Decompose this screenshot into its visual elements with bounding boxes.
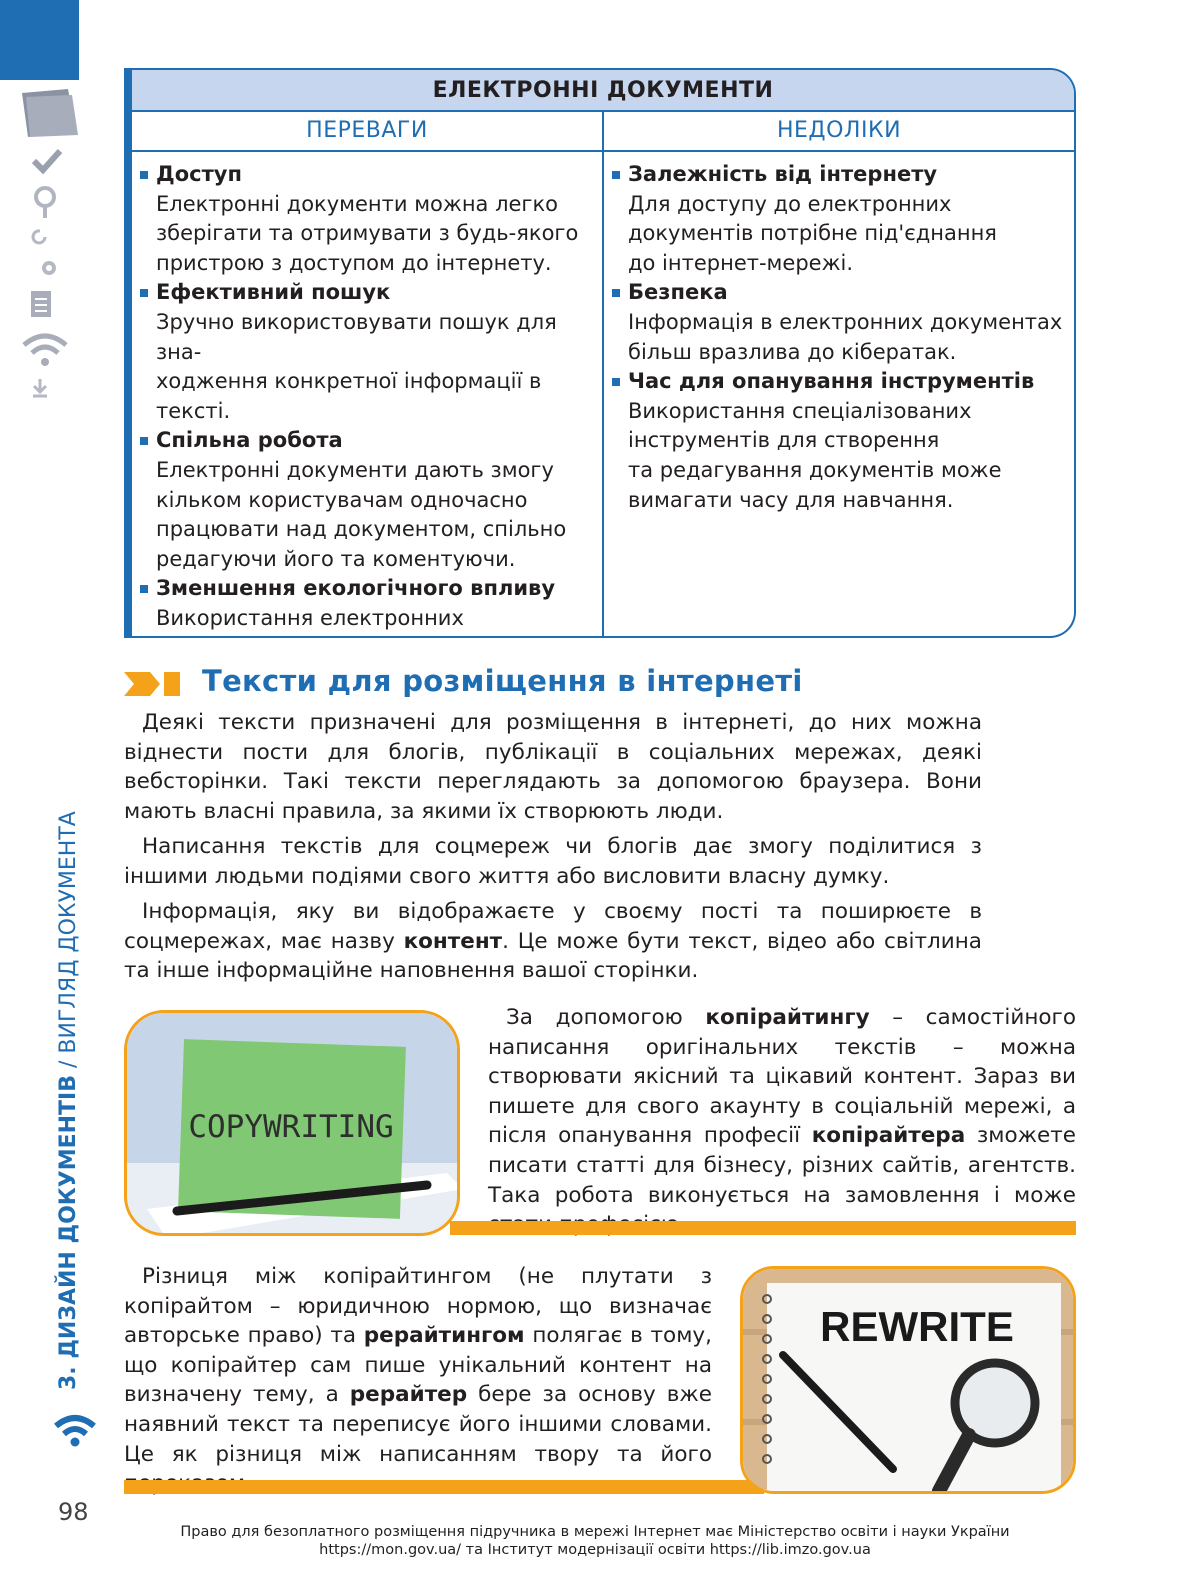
paragraph: Деякі тексти призначені для розміщення в інтернеті, до них можна віднести пости для блогів, публікації в соціальних мережах, деякі вебсторінки. Такі тексти переглядають за допомогою браузера. Вони мають власні правила, за якими їх створюють люди. bbox=[124, 710, 982, 824]
item-line: інструментів для створення bbox=[628, 428, 940, 453]
page-footer bbox=[0, 1523, 1190, 1559]
text-run: Різниця між копірайтингом (не плутати з копірайтом – юридичною нормою, що визначає авторське право) та bbox=[124, 1264, 712, 1349]
copywriting-text: COPYWRITING bbox=[188, 1109, 394, 1145]
item-title: Час для опанування інструментів bbox=[628, 367, 1064, 397]
disadvantages-column bbox=[604, 152, 1074, 638]
text-run: зможете писати статті для бізнесу, різних сайтів, агентств. Така робота виконується на замовлення і може bbox=[488, 1123, 1076, 1208]
item-title: Спільна робота bbox=[156, 426, 592, 456]
text-run: Інформація, яку ви відображаєте у своєму пості та поширюєте в соцмережах, має назву bbox=[124, 899, 982, 954]
item-line: працювати над документом, спільно bbox=[156, 517, 567, 542]
rewrite-photo bbox=[740, 1266, 1076, 1494]
item-line: ходження конкретної інформації в тексті. bbox=[156, 369, 542, 423]
item-title: Доступ bbox=[156, 160, 592, 190]
paragraph: Написання текстів для соцмереж чи блогів дає змогу поділитися з іншими людьми подіями свого життя або висловити власну думку. bbox=[124, 834, 982, 889]
text-run: полягає в тому, що копірайтер сам пише унікальний контент на визначену тему, а bbox=[124, 1323, 712, 1408]
section-title: Тексти для розміщення в інтернеті bbox=[202, 664, 803, 698]
item-title: Зменшення екологічного впливу bbox=[156, 574, 592, 604]
table-title: ЕЛЕКТРОННІ ДОКУМЕНТИ bbox=[132, 70, 1074, 112]
wifi-icon bbox=[48, 1408, 102, 1448]
list-item bbox=[156, 160, 592, 278]
list-item bbox=[628, 367, 1064, 515]
document-icon bbox=[28, 289, 54, 319]
term-content: контент bbox=[403, 928, 503, 954]
item-title: Ефективний пошук bbox=[156, 278, 592, 308]
section-marker-icon bbox=[124, 670, 180, 698]
term-rewriting: рерайтингом bbox=[363, 1323, 525, 1349]
rewrite-text: REWRITE bbox=[820, 1303, 1014, 1350]
page-number: 98 bbox=[58, 1498, 89, 1526]
divider-bar bbox=[450, 1221, 1076, 1235]
item-line: до інтернет-мережі. bbox=[628, 250, 853, 275]
item-line: кільком користувачам одночасно bbox=[156, 487, 528, 512]
wifi-icon bbox=[20, 329, 70, 369]
footer-line: Право для безоплатного розміщення підручника в мережі Інтернет має Міністерство освіти і науки України bbox=[180, 1524, 1010, 1540]
item-line: пристрою з доступом до інтернету. bbox=[156, 250, 552, 275]
download-icon bbox=[30, 377, 50, 399]
item-line: Використання електронних bbox=[156, 605, 464, 630]
chapter-running-head bbox=[56, 811, 81, 1390]
list-item bbox=[628, 160, 1064, 278]
item-title: Залежність від інтернету bbox=[628, 160, 1064, 190]
divider-bar bbox=[124, 1480, 764, 1494]
column-header-advantages: ПЕРЕВАГИ bbox=[132, 112, 604, 150]
comparison-table bbox=[124, 68, 1076, 638]
item-line: зберігати та отримувати з будь-якого bbox=[156, 221, 579, 246]
list-item bbox=[156, 574, 592, 638]
gear-icon bbox=[38, 257, 60, 279]
text-run: За допомогою bbox=[506, 1005, 706, 1030]
corner-color-block bbox=[0, 0, 79, 80]
table-header-row bbox=[132, 112, 1074, 152]
chapter-title: 3. ДИЗАЙН ДОКУМЕНТІВ bbox=[56, 1074, 81, 1390]
item-line: документів потрібне під'єднання bbox=[628, 221, 997, 246]
chapter-subtitle: / ВИГЛЯД ДОКУМЕНТА bbox=[56, 811, 81, 1075]
item-line: вимагати часу для навчання. bbox=[628, 487, 954, 512]
item-line: та редагування документів може bbox=[628, 457, 1002, 482]
item-line: Електронні документи дають змогу bbox=[156, 457, 554, 482]
footer-line: https://mon.gov.ua/ та Інститут модернізації освіти https://lib.imzo.gov.ua bbox=[319, 1542, 871, 1558]
text-run: – самостійного написання оригінальних текстів – можна створювати якісний та цікавий контент. Зараз ви пишете для свого акаунту в соціальній мережі, а після опанування професії bbox=[488, 1005, 1076, 1149]
paragraph bbox=[488, 1003, 1076, 1240]
pin-icon bbox=[32, 185, 58, 221]
copywriting-illustration bbox=[127, 1013, 460, 1236]
folder-icon bbox=[18, 87, 80, 139]
item-line: більш вразлива до кібератак. bbox=[628, 339, 957, 364]
copywriting-photo bbox=[124, 1010, 460, 1236]
list-item bbox=[156, 426, 592, 574]
text-run: . Це може бути текст, відео або світлина та інше інформаційне наповнення вашої сторінки. bbox=[124, 928, 982, 984]
table-body bbox=[132, 152, 1074, 638]
check-icon bbox=[30, 147, 64, 175]
list-item bbox=[628, 278, 1064, 367]
term-copywriting: копірайтингу bbox=[705, 1005, 870, 1030]
term-copywriter: копірайтера bbox=[811, 1123, 966, 1149]
rewrite-illustration bbox=[743, 1269, 1076, 1494]
advantages-column bbox=[132, 152, 604, 638]
item-line: редагуючи його та коментуючи. bbox=[156, 546, 516, 571]
term-rewriter: рерайтер bbox=[349, 1382, 468, 1408]
item-title: Безпека bbox=[628, 278, 1064, 308]
item-line: Використання спеціалізованих bbox=[628, 398, 972, 423]
list-item bbox=[156, 278, 592, 426]
refresh-icon bbox=[30, 227, 50, 247]
item-line: Для доступу до електронних bbox=[628, 191, 952, 216]
item-line: Електронні документи можна легко bbox=[156, 191, 558, 216]
column-header-disadvantages: НЕДОЛІКИ bbox=[776, 118, 902, 143]
paragraph bbox=[124, 1262, 712, 1499]
item-line: Інформація в електронних документах bbox=[628, 309, 1063, 334]
item-line: Зручно використовувати пошук для зна- bbox=[156, 309, 557, 364]
paragraph bbox=[124, 897, 982, 986]
text-run: бере за основу вже наявний текст та переписує його іншими словами. Це як різниця між написанням твору та його bbox=[124, 1382, 713, 1467]
